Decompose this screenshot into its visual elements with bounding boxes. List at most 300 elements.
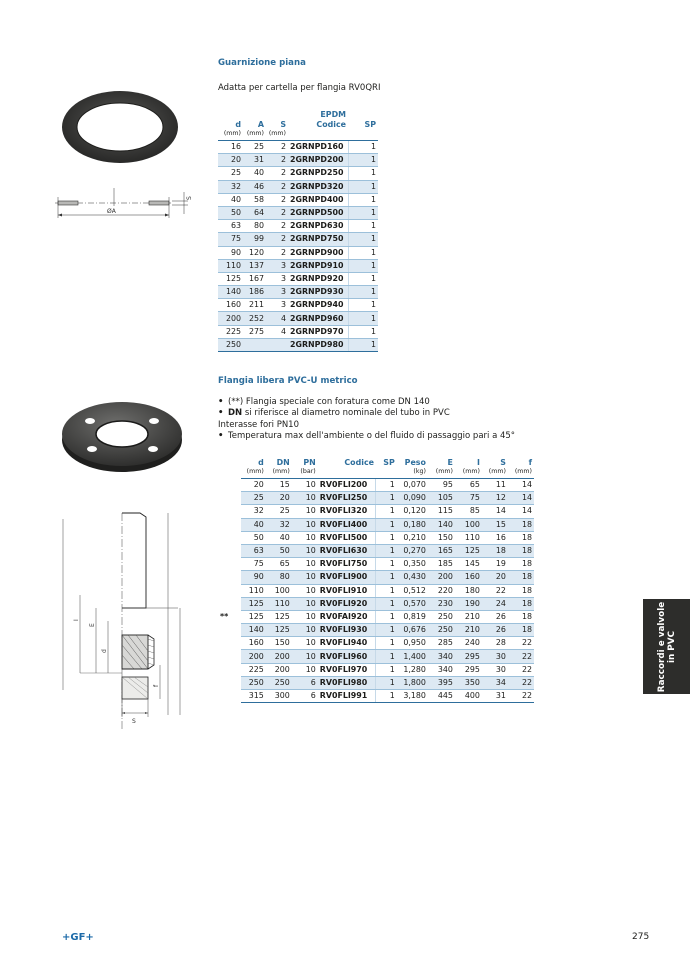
table-cell: 50 (266, 544, 292, 557)
table-cell: 180 (455, 584, 482, 597)
col-header-I: I (477, 458, 480, 467)
table-cell: 395 (428, 676, 455, 689)
table-cell: 250 (218, 338, 243, 351)
table-cell (218, 690, 241, 703)
table-cell: 211 (243, 299, 266, 312)
table-cell: 31 (243, 154, 266, 167)
unit-cell (218, 468, 241, 479)
table-cell: 14 (508, 492, 534, 505)
table-cell: 185 (428, 558, 455, 571)
table-cell: 26 (482, 610, 508, 623)
table-cell: 1 (348, 193, 378, 206)
col-header-d: d (258, 458, 264, 467)
table-cell: 125 (218, 272, 243, 285)
table-row (218, 571, 534, 584)
table-cell: 1 (376, 676, 397, 689)
col-header-S: S (280, 120, 286, 129)
table-cell: 65 (266, 558, 292, 571)
table-row (218, 141, 378, 154)
table-cell (218, 558, 241, 571)
table-row (218, 246, 378, 259)
table-cell: 160 (241, 637, 266, 650)
table-cell: 275 (243, 325, 266, 338)
table-cell: 18 (508, 531, 534, 544)
table-cell: 1 (376, 518, 397, 531)
table-cell: 2GRNPD160 (288, 141, 348, 154)
table-row (218, 518, 534, 531)
table-cell: 2 (266, 220, 288, 233)
table-cell: 10 (292, 558, 318, 571)
note-text: Interasse fori PN10 (218, 419, 299, 430)
table-row (218, 220, 378, 233)
unit-code (288, 130, 348, 141)
table-cell: 140 (428, 518, 455, 531)
table-cell (218, 637, 241, 650)
flange-dim-S: S (132, 718, 136, 725)
table-cell: 34 (482, 676, 508, 689)
table-cell: 145 (455, 558, 482, 571)
table-cell: 65 (455, 479, 482, 492)
table-cell: 2GRNPD750 (288, 233, 348, 246)
chapter-side-tab (643, 599, 690, 694)
unit-cell: (mm) (508, 468, 534, 479)
table-cell: 125 (266, 624, 292, 637)
table-cell: 32 (218, 180, 243, 193)
table-cell: RV0FLI630 (318, 544, 376, 557)
table-cell: 64 (243, 206, 266, 219)
table-row (218, 492, 534, 505)
table-cell: 200 (218, 312, 243, 325)
table-cell: 40 (218, 193, 243, 206)
table-cell: 100 (455, 518, 482, 531)
table-cell: 115 (428, 505, 455, 518)
table-cell: 1 (376, 571, 397, 584)
table-cell: 95 (428, 479, 455, 492)
note-text: Temperatura max dell'ambiente o del fluido di passaggio pari a 45° (228, 430, 516, 441)
table-cell: 25 (218, 167, 243, 180)
table-cell: 1 (348, 286, 378, 299)
table-cell: 40 (266, 531, 292, 544)
table-cell: 30 (482, 663, 508, 676)
table-cell: 28 (482, 637, 508, 650)
table-cell: 19 (482, 558, 508, 571)
table-cell (218, 650, 241, 663)
table-cell: 6 (292, 690, 318, 703)
table-cell: 2GRNPD930 (288, 286, 348, 299)
table-cell (218, 624, 241, 637)
table-cell: 1 (376, 558, 397, 571)
col-header-code: Codice (344, 458, 374, 467)
table-row (218, 325, 378, 338)
table-cell: 0,430 (397, 571, 428, 584)
table-row (218, 584, 534, 597)
table-cell: 2 (266, 233, 288, 246)
table-cell: 150 (266, 637, 292, 650)
table-cell: 1 (376, 544, 397, 557)
table-cell: 40 (241, 518, 266, 531)
note-bold: DN (228, 408, 243, 419)
table-row (218, 610, 534, 623)
table-cell: 85 (455, 505, 482, 518)
table-cell: 0,512 (397, 584, 428, 597)
table-cell: 3 (266, 272, 288, 285)
table-cell: 1 (376, 650, 397, 663)
table-cell: RV0FLI940 (318, 637, 376, 650)
unit-cell: (bar) (292, 468, 318, 479)
chapter-side-tab-label (657, 601, 677, 691)
table-cell: 1 (376, 624, 397, 637)
table-row (218, 650, 534, 663)
table-cell: 30 (482, 650, 508, 663)
table-cell: 0,950 (397, 637, 428, 650)
table-cell: 110 (218, 259, 243, 272)
table-cell: 20 (218, 154, 243, 167)
table-cell: RV0FLI930 (318, 624, 376, 637)
table-cell (218, 584, 241, 597)
table-cell: 58 (243, 193, 266, 206)
table-cell (218, 544, 241, 557)
table-row (218, 286, 378, 299)
table-cell (243, 338, 266, 351)
table-cell: RV0FLI750 (318, 558, 376, 571)
table-cell: 140 (218, 286, 243, 299)
table-cell: 1 (376, 531, 397, 544)
table-cell: RV0FLI400 (318, 518, 376, 531)
table-cell: 75 (455, 492, 482, 505)
table-cell: 1 (376, 690, 397, 703)
table-cell: 0,570 (397, 597, 428, 610)
table-cell: 1 (348, 246, 378, 259)
table-cell: 3 (266, 286, 288, 299)
table-cell: 2 (266, 141, 288, 154)
col-header-weight: Peso (404, 458, 426, 467)
bullet-icon: • (218, 430, 224, 441)
table-cell: 10 (292, 544, 318, 557)
table-cell: 2GRNPD320 (288, 180, 348, 193)
table-cell: 14 (508, 479, 534, 492)
table-cell: 445 (428, 690, 455, 703)
note-text: si riferisce al diametro nominale del tubo in PVC (242, 408, 450, 419)
table-cell: 20 (266, 492, 292, 505)
table-cell: 250 (266, 676, 292, 689)
note-line (218, 397, 515, 408)
table-cell: 315 (241, 690, 266, 703)
col-header-PN: PN (303, 458, 316, 467)
table-cell: 11 (482, 479, 508, 492)
table-cell: RV0FLI910 (318, 584, 376, 597)
table-cell: 137 (243, 259, 266, 272)
table-cell: 220 (428, 584, 455, 597)
note-text: (**) Flangia speciale con foratura come DN 140 (228, 397, 430, 407)
page-number: 275 (632, 932, 650, 942)
table-cell: RV0FLI960 (318, 650, 376, 663)
table-cell: 120 (243, 246, 266, 259)
table-cell: 125 (266, 610, 292, 623)
gasket-section-title: Guarnizione piana (218, 58, 306, 68)
table-cell: RV0FLI900 (318, 571, 376, 584)
table-cell: 250 (241, 676, 266, 689)
table-cell: 32 (266, 518, 292, 531)
unit-cell: (mm) (482, 468, 508, 479)
table-cell: 1 (348, 259, 378, 272)
table-cell: 0,819 (397, 610, 428, 623)
table-cell: 1 (376, 597, 397, 610)
table-cell: 2 (266, 154, 288, 167)
table-cell: 1 (376, 479, 397, 492)
table-cell (218, 663, 241, 676)
flange-drawing (58, 505, 198, 737)
table-cell: 200 (241, 650, 266, 663)
table-cell: 2GRNPD940 (288, 299, 348, 312)
table-cell: 186 (243, 286, 266, 299)
flange-dim-E: E (89, 623, 96, 627)
table-cell: 15 (266, 479, 292, 492)
table-cell: 2GRNPD960 (288, 312, 348, 325)
unit-d: (mm) (218, 130, 243, 141)
unit-A: (mm) (243, 130, 266, 141)
unit-cell: (mm) (266, 468, 292, 479)
gasket-diameter-label: ØA (107, 208, 116, 215)
table-cell: 340 (428, 650, 455, 663)
table-cell: 32 (241, 505, 266, 518)
table-cell: 125 (455, 544, 482, 557)
table-row (218, 479, 534, 492)
table-cell (218, 597, 241, 610)
table-cell (266, 338, 288, 351)
table-cell (218, 518, 241, 531)
table-cell: ** (220, 611, 229, 621)
table-cell: 160 (218, 299, 243, 312)
gasket-description: Adatta per cartella per flangia RV0QRI (218, 83, 381, 93)
table-cell: RV0FLI991 (318, 690, 376, 703)
table-cell: 25 (241, 492, 266, 505)
table-cell: 1 (348, 180, 378, 193)
table-cell: 0,180 (397, 518, 428, 531)
table-cell: 25 (266, 505, 292, 518)
table-row (218, 233, 378, 246)
unit-S: (mm) (266, 130, 288, 141)
table-cell: 252 (243, 312, 266, 325)
table-cell: 1 (376, 663, 397, 676)
table-cell: 150 (428, 531, 455, 544)
table-cell: 2 (266, 246, 288, 259)
table-row (218, 338, 378, 351)
table-row (218, 312, 378, 325)
table-cell: 1 (376, 610, 397, 623)
col-header-SP: SP (383, 458, 395, 467)
table-cell: 50 (218, 206, 243, 219)
table-cell: 2GRNPD920 (288, 272, 348, 285)
table-cell: 16 (482, 531, 508, 544)
col-header-epdm-code: EPDM Codice (316, 110, 346, 129)
table-cell (218, 531, 241, 544)
flange-table-units (218, 468, 534, 479)
flange-photo (58, 396, 186, 474)
col-header-mark (218, 458, 241, 468)
table-cell: 1 (348, 167, 378, 180)
table-cell: 200 (266, 650, 292, 663)
table-cell: 1 (348, 141, 378, 154)
table-cell: 2GRNPD400 (288, 193, 348, 206)
table-cell: 10 (292, 637, 318, 650)
table-row (218, 558, 534, 571)
table-cell: 24 (482, 597, 508, 610)
table-cell: 18 (482, 544, 508, 557)
table-cell: 18 (508, 597, 534, 610)
gasket-table-units (218, 130, 378, 141)
gasket-table (218, 110, 378, 352)
table-cell: 250 (428, 610, 455, 623)
table-cell: 15 (482, 518, 508, 531)
table-cell (218, 505, 241, 518)
table-row (218, 544, 534, 557)
flange-section-title: Flangia libera PVC-U metrico (218, 376, 358, 386)
table-row (218, 690, 534, 703)
flange-dim-f: f (153, 684, 160, 687)
table-cell: 200 (428, 571, 455, 584)
gasket-photo (58, 86, 183, 166)
table-cell: 4 (266, 312, 288, 325)
table-row (218, 676, 534, 689)
table-cell: RV0FLI920 (318, 597, 376, 610)
table-cell: 80 (243, 220, 266, 233)
table-cell (218, 479, 241, 492)
table-cell: 0,210 (397, 531, 428, 544)
table-cell: 110 (455, 531, 482, 544)
table-cell: 22 (508, 663, 534, 676)
table-cell (218, 571, 241, 584)
table-cell: 295 (455, 663, 482, 676)
table-cell: 1 (376, 584, 397, 597)
table-cell: 10 (292, 492, 318, 505)
unit-cell: (mm) (428, 468, 455, 479)
table-cell: RV0FLI980 (318, 676, 376, 689)
table-cell: 1 (348, 154, 378, 167)
side-tab-line1: Raccordi e valvole (656, 601, 667, 692)
table-cell: 1 (348, 299, 378, 312)
unit-SP (348, 130, 378, 141)
table-cell: 22 (508, 637, 534, 650)
table-cell: 18 (508, 584, 534, 597)
table-row (218, 624, 534, 637)
table-cell: 10 (292, 505, 318, 518)
table-cell: 18 (508, 610, 534, 623)
table-cell: RV0FLI500 (318, 531, 376, 544)
col-header-d: d (235, 120, 241, 129)
table-cell: RV0FLI250 (318, 492, 376, 505)
table-cell: 295 (455, 650, 482, 663)
table-cell: 340 (428, 663, 455, 676)
flange-dim-d: d (101, 649, 108, 653)
table-row (218, 154, 378, 167)
table-cell: 1,280 (397, 663, 428, 676)
table-cell: 400 (455, 690, 482, 703)
table-cell: 2GRNPD980 (288, 338, 348, 351)
table-cell: 210 (455, 624, 482, 637)
table-cell: 250 (428, 624, 455, 637)
table-cell: 22 (482, 584, 508, 597)
unit-cell (318, 468, 376, 479)
flange-dim-I: I (73, 619, 80, 621)
col-header-E: E (447, 458, 453, 467)
table-cell: 1,400 (397, 650, 428, 663)
table-cell: 63 (241, 544, 266, 557)
note-line (218, 420, 515, 431)
table-cell: 18 (508, 518, 534, 531)
table-cell: 110 (266, 597, 292, 610)
table-cell: 1 (348, 325, 378, 338)
table-row (218, 637, 534, 650)
table-cell: 140 (241, 624, 266, 637)
table-cell: 1,800 (397, 676, 428, 689)
table-cell: 18 (508, 544, 534, 557)
table-cell: 31 (482, 690, 508, 703)
table-cell: 0,676 (397, 624, 428, 637)
table-cell: 10 (292, 663, 318, 676)
table-cell (218, 676, 241, 689)
table-cell: RV0FLI970 (318, 663, 376, 676)
table-row (218, 259, 378, 272)
table-cell: 230 (428, 597, 455, 610)
side-tab-line2: in PVC (666, 630, 677, 663)
table-cell: 10 (292, 518, 318, 531)
table-cell: 0,090 (397, 492, 428, 505)
table-cell: 2 (266, 206, 288, 219)
col-header-S: S (500, 458, 506, 467)
table-cell: 14 (508, 505, 534, 518)
col-header-A: A (257, 120, 264, 129)
table-cell: 22 (508, 650, 534, 663)
table-row (218, 180, 378, 193)
table-cell: 10 (292, 597, 318, 610)
table-cell: 1 (348, 220, 378, 233)
table-row (218, 531, 534, 544)
table-cell: 40 (243, 167, 266, 180)
gasket-table-header (218, 110, 378, 130)
table-cell: 10 (292, 479, 318, 492)
table-cell: 20 (482, 571, 508, 584)
table-cell: RV0FLI200 (318, 479, 376, 492)
table-cell: 50 (241, 531, 266, 544)
table-cell: 14 (482, 505, 508, 518)
table-cell: 75 (241, 558, 266, 571)
table-cell: 1 (348, 338, 378, 351)
unit-cell (376, 468, 397, 479)
table-cell: 2GRNPD250 (288, 167, 348, 180)
table-cell: 190 (455, 597, 482, 610)
table-cell: 18 (508, 571, 534, 584)
table-cell: 350 (455, 676, 482, 689)
flange-notes (218, 397, 515, 442)
flange-table-header (218, 458, 534, 468)
table-row (218, 299, 378, 312)
table-cell: 3 (266, 259, 288, 272)
table-cell: 2GRNPD910 (288, 259, 348, 272)
table-cell: 46 (243, 180, 266, 193)
table-cell: 200 (266, 663, 292, 676)
table-cell: 125 (241, 610, 266, 623)
table-cell: 165 (428, 544, 455, 557)
table-cell: 4 (266, 325, 288, 338)
table-cell: 1 (376, 505, 397, 518)
table-cell: 167 (243, 272, 266, 285)
table-cell: 10 (292, 610, 318, 623)
table-cell: 300 (266, 690, 292, 703)
table-cell: 3,180 (397, 690, 428, 703)
table-cell: 2GRNPD200 (288, 154, 348, 167)
table-row (218, 505, 534, 518)
unit-cell: (kg) (397, 468, 428, 479)
